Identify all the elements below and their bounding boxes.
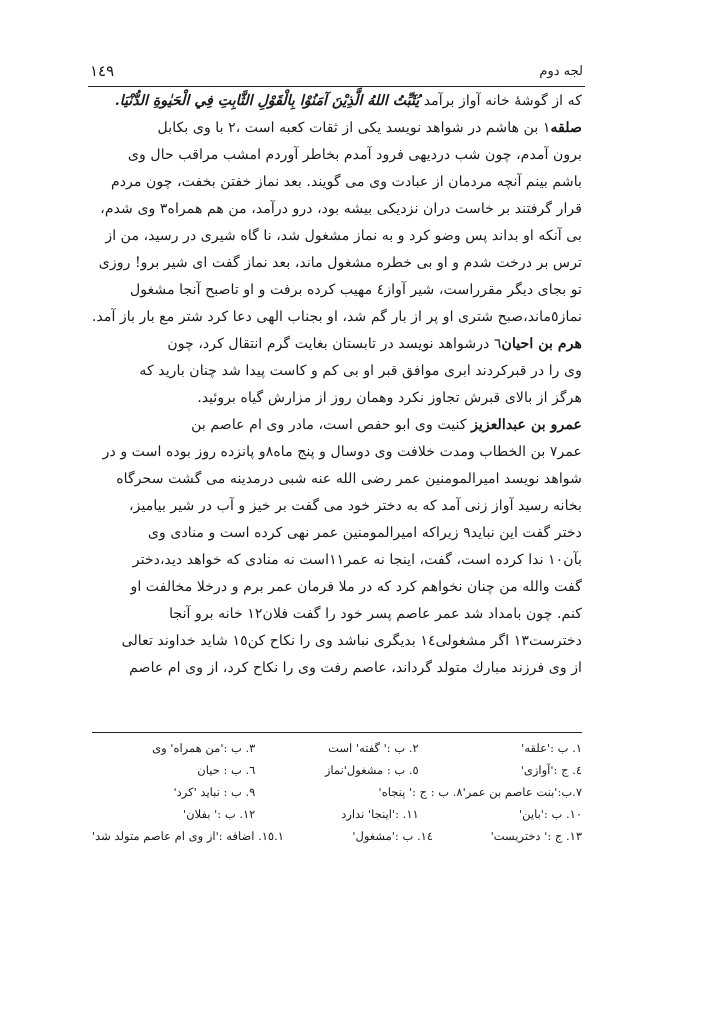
text-line-10: هرم بن احیان٦ درشواهد نویسد در تابستان بغایت گرم انتقال کرد، چون xyxy=(167,336,582,352)
footnote-row xyxy=(92,737,582,759)
text-line-15: شواهد نویسد امیرالمومنین عمر رضی الله عنه شبی درمدینه می گشت سحرگاه xyxy=(116,471,582,487)
text-line-2: صلقه١ بن هاشم در شواهد نویسد یکی از ثقات کعبه است ،٢ با وی بکابل xyxy=(157,120,582,136)
text-line-17: دختر گفت این نباید٩ زیراکه امیرالمومنین عمر نهی کرده است و منادی وی xyxy=(147,525,582,541)
text-line-19: گفت والله من چنان نخواهم کرد که در ملا فرمان عمر برم و درخلا مخالفت او xyxy=(130,579,582,595)
footnote-rule xyxy=(92,732,582,733)
footnote-14: ١٤. ب :'مشغول' xyxy=(352,829,433,843)
main-text xyxy=(92,88,582,682)
text-line-16: بخانه رسید آواز زنی آمد که به دختر خود می گفت بر خیز و آب در شیر بیامیز، xyxy=(129,498,582,514)
footnote-row xyxy=(92,825,582,847)
text-line-21: دخترست١٣ اگر مشغولی١٤ بدیگری نباشد وی را نکاح کن١٥ شاید خداوند تعالی xyxy=(121,633,582,649)
entry-name-salaqa: صلقه xyxy=(550,120,582,136)
text-line-5: قرار گرفتند بر خاست دران نزدیکی بیشه بود، درو درآمد، من هم همراه٣ وی شدم، xyxy=(100,201,582,217)
page-header xyxy=(90,62,583,84)
entry-name-harim: هرم بن احیان xyxy=(501,336,582,352)
text-line-8: تو بجای دیگر مقرراست، شیر آواز٤ مهیب کرده برفت و او تاصبح آنجا مشغول xyxy=(129,282,582,298)
footnote-10: ١٠. ب :'باین' xyxy=(518,807,582,821)
text-line-14: عمر٧ بن الخطاب ومدت خلافت وی دوسال و پنج ماه٨و پانزده روز بوده است و در xyxy=(102,444,582,460)
footnote-11: ١١. :'اینجا' ندارد xyxy=(341,807,419,821)
text-line-3: برون آمدم، چون شب دردیهی فرود آمدم بخاطر آوردم امشب مراقب حال وی xyxy=(127,147,582,163)
text-line-13: عمرو بن عبدالعزيز کنیت وی ابو حفص است، مادر وی ام عاصم بن xyxy=(191,417,582,433)
text-line-20: کنم. چون بامداد شد عمر عاصم پسر خود را گفت فلان١٢ خانه برو آنجا xyxy=(169,606,582,622)
entry-name-amr: عمرو بن عبدالعزيز xyxy=(471,417,582,433)
footnote-6: ٦. ب : حیان xyxy=(197,763,256,777)
footnote-5: ٥. ب : مشغول'نماز xyxy=(324,763,419,777)
text-line-12: هرگز از بالای قبرش تجاوز نکرد وهمان روز از مزارش گیاه بروئید. xyxy=(197,390,582,406)
footnote-row xyxy=(92,759,582,781)
footnote-row xyxy=(92,781,582,803)
text-line-18: بآن١٠ ندا کرده است، گفت، اینجا نه عمر١١است نه منادی که خواهد دید،دختر xyxy=(132,552,582,568)
footnote-7-8: ٧.ب:'بنت عاصم بن عمر'٨. ب : ج :' پنجاه' xyxy=(378,785,582,799)
footnote-12: ١٢. ب :' بفلان' xyxy=(183,807,256,821)
footnote-9: ٩. ب : نباید 'کرد' xyxy=(173,785,256,799)
text-line-7: ترس بر درخت شدم و او بی خطره مشغول ماند، بعد نماز گفت ای شیر برو! روزی xyxy=(98,255,582,271)
footnote-2: ٢. ب :' گفته' است xyxy=(328,741,419,755)
text-line-9: نماز٥ماند،صبح شتری او پر از بار گم شد، او بجناب الهی دعا کرد شتر مع بار باز آمد. xyxy=(91,309,582,325)
running-title: لجه دوم xyxy=(539,64,583,79)
text-line-6: بی آنکه او بداند پس وضو کرد و به نماز مشغول شد، نا گاه شیری در رسید، من از xyxy=(105,228,582,244)
quranic-verse: يُثَبِّتُ اللهُ الَّذِيْنَ آمَنُوْا بِالْقَوْلِ الثَّابِتِ فِي الْحَيٰوةِ الدُّنْيَا. xyxy=(114,93,420,109)
footnote-row xyxy=(92,803,582,825)
header-rule xyxy=(88,86,585,87)
footnote-3: ٣. ب :'من همراه' وی xyxy=(152,741,256,755)
text-line-4: باشم بینم آنچه مردمان از عبادت وی می گویند. بعد نماز خفتن بخفت، چون مردم xyxy=(110,174,582,190)
footnote-4: ٤. ج :'آوازی' xyxy=(520,763,582,777)
text-line-22: از وی فرزند مبارك متولد گرداند، عاصم رفت وی را نکاح کرد، از وی ام عاصم xyxy=(129,660,582,676)
footnote-13: ١٣. ج :' دختریست' xyxy=(490,829,582,843)
footnote-15: ١٥.١. اضافه :'از وی ام عاصم متولد شد' xyxy=(91,829,284,843)
page-number: ١٤٩ xyxy=(90,62,115,80)
footnote-1: ١. ب :'علقه' xyxy=(521,741,582,755)
footnotes xyxy=(92,737,582,847)
text-line-11: وی را در قبرکردند ابری موافق قبر او بی کم و کاست پیدا شد چنان بارید که xyxy=(139,363,582,379)
text-line-1: که از گوشۀ خانه آواز برآمد يُثَبِّتُ اللهُ الَّذِيْنَ آمَنُوْا بِالْقَوْلِ الثَّابِتِ فِي الْحَيٰوةِ الدُّنْيَا. xyxy=(114,93,582,109)
